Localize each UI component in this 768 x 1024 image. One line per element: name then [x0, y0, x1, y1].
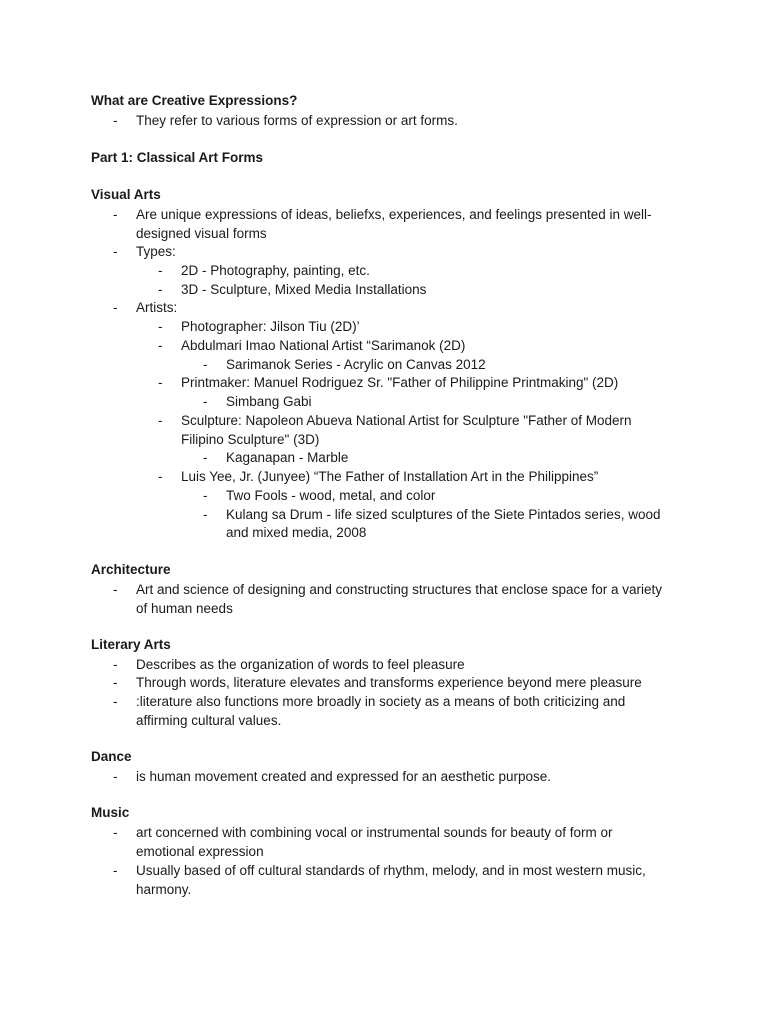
- list-item-text: Luis Yee, Jr. (Junyee) “The Father of Installation Art in the Philippines”: [181, 469, 599, 484]
- heading-literary-arts: Literary Arts: [91, 637, 171, 652]
- bullet-dash: -: [158, 375, 163, 390]
- bullet-dash: -: [113, 582, 118, 597]
- list-item-text: Describes as the organization of words to feel pleasure: [136, 657, 465, 672]
- list-item-text: harmony.: [136, 882, 192, 897]
- bullet-dash: -: [158, 263, 163, 278]
- list-item-text: designed visual forms: [136, 226, 267, 241]
- bullet-dash: -: [203, 357, 208, 372]
- heading-architecture: Architecture: [91, 562, 171, 577]
- bullet-dash: -: [113, 825, 118, 840]
- list-item-text: :literature also functions more broadly in society as a means of both criticizing and: [136, 694, 626, 709]
- bullet-dash: -: [203, 394, 208, 409]
- list-item-text: Art and science of designing and constructing structures that enclose space for a variety: [136, 582, 663, 597]
- bullet-dash: -: [113, 863, 118, 878]
- list-item-text: They refer to various forms of expression or art forms.: [136, 113, 458, 128]
- list-item-text: Printmaker: Manuel Rodriguez Sr. "Father of Philippine Printmaking" (2D): [181, 375, 619, 390]
- bullet-dash: -: [113, 769, 118, 784]
- list-item-text: Sarimanok Series - Acrylic on Canvas 2012: [226, 357, 486, 372]
- bullet-dash: -: [203, 488, 208, 503]
- list-item-text: 2D - Photography, painting, etc.: [181, 263, 370, 278]
- bullet-dash: -: [113, 675, 118, 690]
- list-item-text: 3D - Sculpture, Mixed Media Installations: [181, 282, 427, 297]
- list-item-text: Are unique expressions of ideas, beliefxs, experiences, and feelings presented in well-: [136, 207, 652, 222]
- list-item-text: Usually based of off cultural standards of rhythm, melody, and in most western music,: [136, 863, 646, 878]
- list-item-text: Sculpture: Napoleon Abueva National Artist for Sculpture "Father of Modern: [181, 413, 632, 428]
- heading-part-1: Part 1: Classical Art Forms: [91, 150, 264, 165]
- heading-creative-expressions: What are Creative Expressions?: [91, 93, 298, 108]
- bullet-dash: -: [113, 207, 118, 222]
- list-item-text: of human needs: [136, 601, 233, 616]
- heading-music: Music: [91, 805, 130, 820]
- list-item-text: emotional expression: [136, 844, 264, 859]
- bullet-dash: -: [113, 244, 118, 259]
- list-item-text: Kaganapan - Marble: [226, 450, 349, 465]
- list-item-text: Photographer: Jilson Tiu (2D)’: [181, 319, 360, 334]
- list-item-text: affirming cultural values.: [136, 713, 282, 728]
- list-item-text: Through words, literature elevates and transforms experience beyond mere pleasure: [136, 675, 642, 690]
- list-item-text: is human movement created and expressed for an aesthetic purpose.: [136, 769, 551, 784]
- list-item-text: Types:: [136, 244, 176, 259]
- heading-visual-arts: Visual Arts: [91, 187, 161, 202]
- bullet-dash: -: [113, 657, 118, 672]
- list-item-text: and mixed media, 2008: [226, 525, 367, 540]
- bullet-dash: -: [113, 300, 118, 315]
- heading-dance: Dance: [91, 749, 132, 764]
- bullet-dash: -: [158, 319, 163, 334]
- list-item-text: art concerned with combining vocal or instrumental sounds for beauty of form or: [136, 825, 613, 840]
- bullet-dash: -: [158, 469, 163, 484]
- bullet-dash: -: [113, 113, 118, 128]
- bullet-dash: -: [158, 413, 163, 428]
- list-item-text: Kulang sa Drum - life sized sculptures of the Siete Pintados series, wood: [226, 507, 661, 522]
- bullet-dash: -: [113, 694, 118, 709]
- bullet-dash: -: [158, 338, 163, 353]
- list-item-text: Abdulmari Imao National Artist “Sarimanok (2D): [181, 338, 466, 353]
- bullet-dash: -: [203, 507, 208, 522]
- bullet-dash: -: [203, 450, 208, 465]
- list-item-text: Filipino Sculpture" (3D): [181, 432, 320, 447]
- bullet-dash: -: [158, 282, 163, 297]
- list-item-text: Artists:: [136, 300, 178, 315]
- list-item-text: Simbang Gabi: [226, 394, 312, 409]
- list-item-text: Two Fools - wood, metal, and color: [226, 488, 436, 503]
